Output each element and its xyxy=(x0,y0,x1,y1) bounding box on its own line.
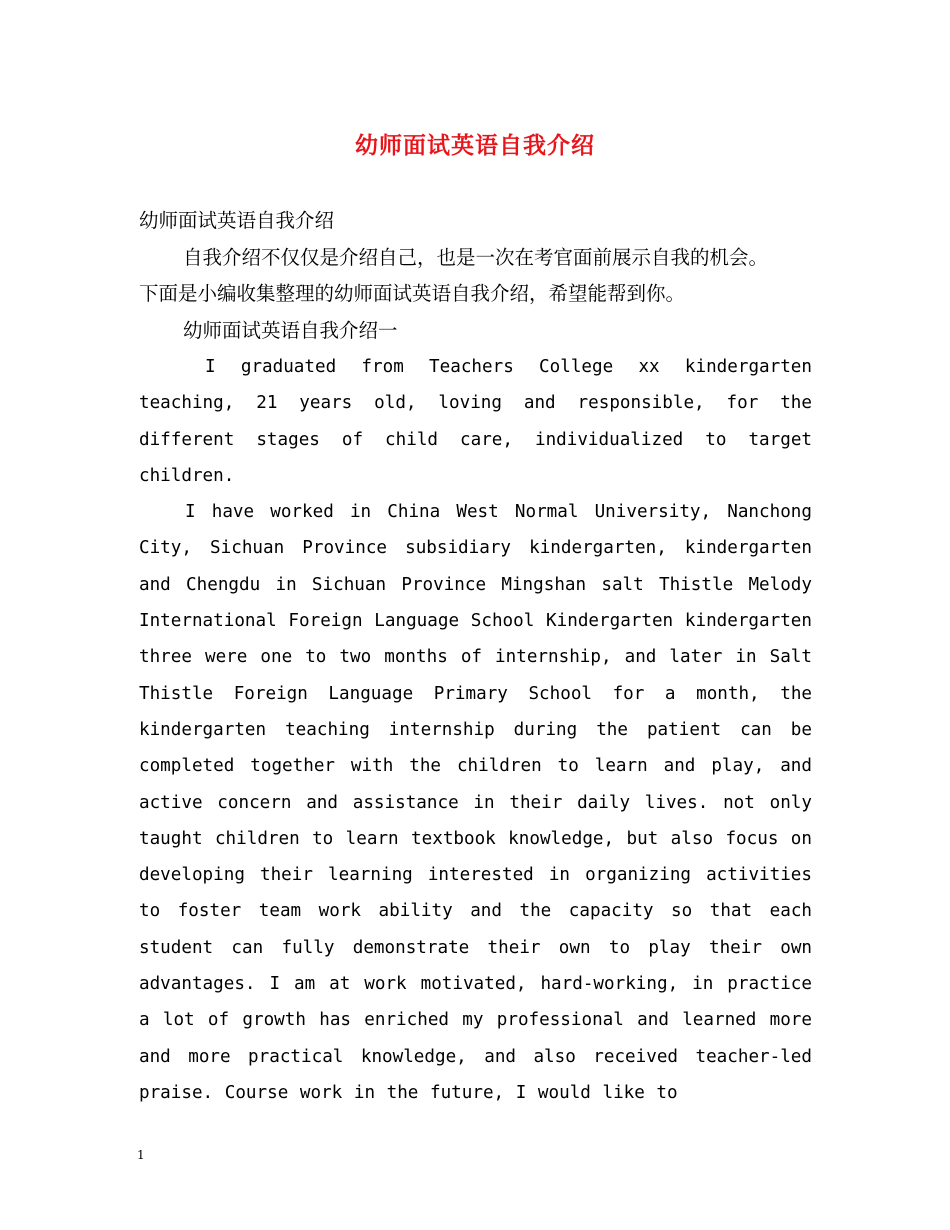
document-title: 幼师面试英语自我介绍 xyxy=(355,132,595,159)
page-number: 1 xyxy=(137,1148,145,1162)
english-paragraph-2: I have worked in China West Normal University, Nanchong City, Sichuan Province subsidiary kindergarten, kindergarten and Chengdu in Sichuan Province Mingshan salt Thistle Melody International Foreign Language School Kindergarten kindergarten three were one to two months of internship, and later in Salt Thistle Foreign Language Primary School for a month, the kindergarten teaching internship during the patient can be completed together with the children to learn and play, and active concern and assistance in their daily lives. not only taught children to learn textbook knowledge, but also focus on developing their learning interested in organizing activities to foster team work ability and the capacity so that each student can fully demonstrate their own to play their own advantages. I am at work motivated, hard-working, in practice a lot of growth has enriched my professional and learned more and more practical knowledge, and also received teacher-led praise. Course work in the future, I would like to xyxy=(139,502,812,1103)
document-body xyxy=(139,203,812,1111)
english-paragraph-1: I graduated from Teachers College xx kindergarten teaching, 21 years old, loving and responsible, for the different stages of child care, individualized to target children. xyxy=(139,357,812,486)
intro-paragraph-line-1: 自我介绍不仅仅是介绍自己，也是一次在考官面前展示自我的机会。 xyxy=(183,245,769,269)
section-heading: 幼师面试英语自我介绍一 xyxy=(183,318,398,342)
intro-paragraph-line-2: 下面是小编收集整理的幼师面试英语自我介绍，希望能帮到你。 xyxy=(139,282,686,305)
heading-line: 幼师面试英语自我介绍 xyxy=(139,209,335,232)
